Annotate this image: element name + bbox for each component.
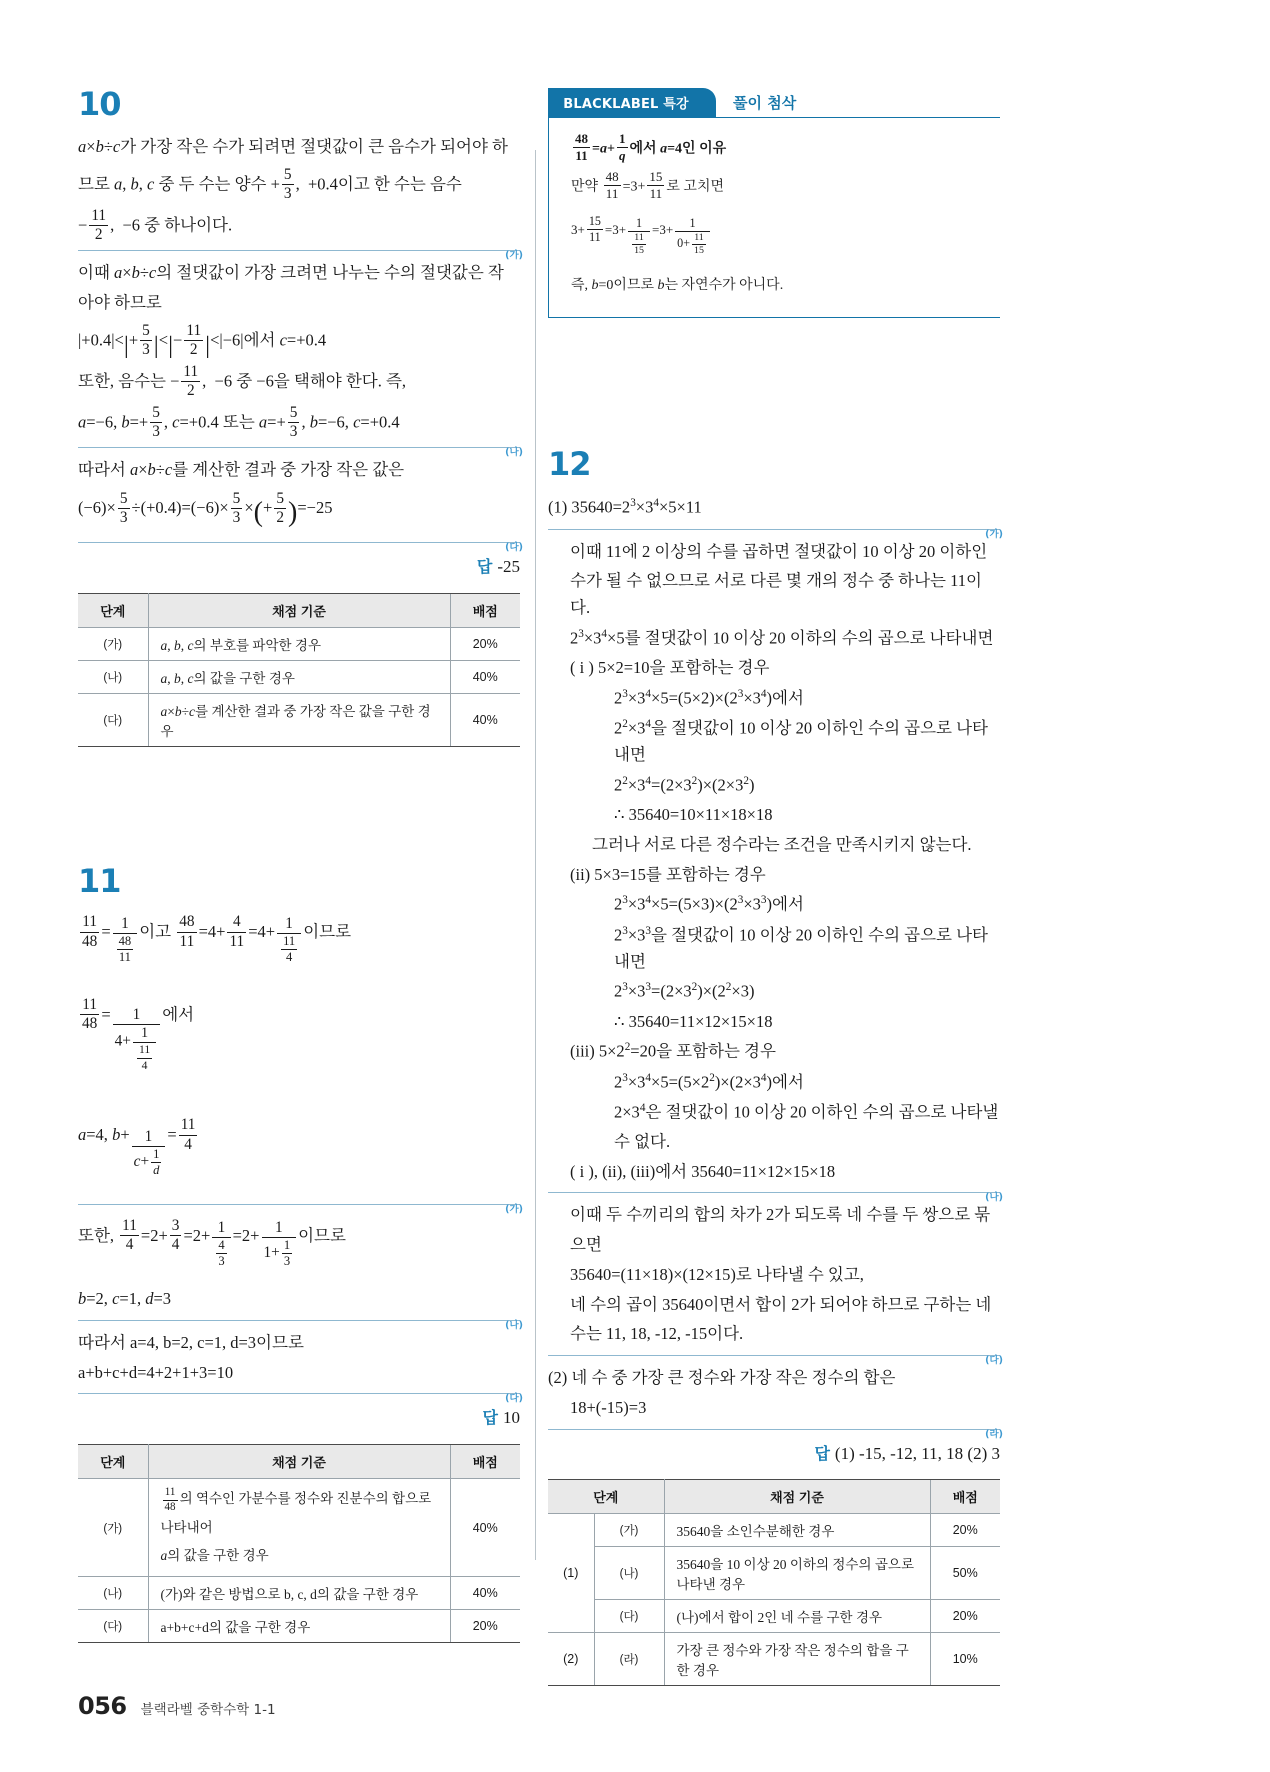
table-row: [78, 627, 520, 660]
p11-row2-criteria: (가)와 같은 방법으로 b, c, d의 값을 구한 경우: [148, 1577, 450, 1610]
p12-row2-points: 50%: [930, 1547, 1000, 1600]
p11-line-2: $\frac{11}{48}$ = 1 4+ $\frac{1}{\frac{11}{4}}$ 에서: [82, 996, 195, 1072]
problem-11-number: 11: [78, 861, 121, 900]
p10-tag-ga: (가): [505, 250, 523, 262]
p10-answer-value: -25: [497, 557, 520, 577]
p12-case1-l5: 그러나 서로 다른 정수라는 조건을 만족시키지 않는다.: [592, 834, 972, 854]
problem-12: [548, 445, 1003, 1686]
p10-table-header-row: [78, 593, 520, 627]
p12-th-points: 배점: [930, 1480, 1000, 1514]
p12-row4-stage: (라): [594, 1633, 664, 1686]
p10-tag-na: (나): [505, 447, 523, 459]
p11-answer-value: 10: [503, 1408, 520, 1428]
p10-line-10: (−6)× $\frac{5}{3}$ ÷(+0.4)=(−6)× $\frac{5}{3}$ ×(+ $\frac{5}{2}$ )=−25: [78, 489, 333, 528]
p10-line-3: − $\frac{11}{2}$ , −6 중 하나이다.: [78, 206, 233, 244]
p12-step-rule-da: [548, 1355, 1003, 1367]
p10-th-stage: 단계: [78, 593, 148, 627]
p10-step-rule-na: [78, 447, 523, 459]
p12-row4-criteria: 가장 큰 정수와 가장 작은 정수의 합을 구한 경우: [664, 1633, 930, 1686]
p10-row1-criteria: a, b, c의 부호를 파악한 경우: [148, 627, 450, 660]
problem-11-solution: [78, 911, 523, 1432]
p10-line-7: 또한, 음수는 − $\frac{11}{2}$ , −6 중 −6을 택해야 한다. 즉,: [78, 362, 407, 399]
p12-step-rule-ra: [548, 1428, 1003, 1440]
p11-line-1: $\frac{11}{48}$ = $\frac{1}{\frac{48}{11}}$ 이고 $\frac{48}{11}$ =4+ $\frac{4}{11}$ =4+ $\frac{1}{\frac{11}{4}}$ 이므로: [82, 913, 352, 965]
p12-concl-5: 네 수의 곱이 35640이면서 합이 2가 되어야 하므로 구하는 네: [570, 1294, 992, 1314]
p12-answer: [548, 1440, 1000, 1468]
p11-line-5: b=2, c=1, d=3: [78, 1289, 172, 1309]
p12-grp-2: (2): [548, 1633, 594, 1686]
p12-scoring-table: [548, 1479, 1000, 1686]
p12-row3-criteria: (나)에서 합이 2인 네 수를 구한 경우: [664, 1600, 930, 1633]
p11-table-header-row: [78, 1444, 520, 1478]
p10-line-4: 이때 a×b÷c의 절댓값이 가장 크려면 나누는 수의 절댓값은 작: [78, 263, 504, 283]
p12-case2-l4: ∴ 35640=11×12×15×18: [614, 1011, 773, 1031]
p11-row2-points: 40%: [450, 1577, 520, 1610]
p11-step-rule-da: [78, 1393, 523, 1405]
p12-part2-eq: 18+(-15)=3: [570, 1397, 647, 1417]
p10-answer: [78, 553, 520, 581]
page-number: 056: [78, 1692, 127, 1720]
p12-tag-da: (다): [985, 1355, 1003, 1367]
p12-case2-l2: $2^3\times 3^3$을 절댓값이 10 이상 20 이하인 수의 곱으로 나타내면: [614, 924, 988, 971]
blacklabel-line-1: 만약 $\frac{48}{11}$ =3+ $\frac{15}{11}$ 로 고치면: [571, 168, 724, 201]
p11-row3-stage: (다): [78, 1610, 148, 1643]
p12-grp-1: (1): [548, 1514, 594, 1633]
left-column: [78, 85, 523, 1643]
p10-row2-stage: (나): [78, 660, 148, 693]
p10-step-rule-ga: [78, 250, 523, 262]
p11-row1-stage: (가): [78, 1478, 148, 1576]
p10-step-rule-da: [78, 542, 523, 554]
p11-line-4: 또한, $\frac{11}{4}$ =2+ $\frac{3}{4}$ =2+ $\frac{1}{\frac{4}{3}}$ =2+ 1 1+ $\frac{1}{3}$ 이므로: [78, 1217, 346, 1269]
p10-line-2: 므로 a, b, c 중 두 수는 양수 + $\frac{5}{3}$ , +0.4이고 한 수는 음수: [78, 165, 462, 202]
p12-concl-2: 이때 두 수끼리의 합의 차가 2가 되도록 네 수를 두 쌍으로 묶: [570, 1205, 991, 1225]
p11-row2-stage: (나): [78, 1577, 148, 1610]
blacklabel-line-2: 3+ $\frac{15}{11}$ =3+ $\frac{1}{\frac{11}{15}}$ =3+ 1 0+ $\frac{11}{15}$: [571, 210, 990, 257]
problem-11: [78, 861, 523, 1643]
p11-row1-criteria: $\frac{11}{48}$ 의 역수인 가분수를 정수와 진분수의 합으로 나타내어 a의 값을 구한 경우: [148, 1478, 450, 1576]
p12-case2-head: (ii) 5×3=15를 포함하는 경우: [570, 864, 766, 884]
p12-case3-l2: $2\times 3^4$은 절댓값이 10 이상 20 이하인 수의 곱으로 나타낼: [614, 1101, 999, 1122]
p10-line-9: 따라서 a×b÷c를 계산한 결과 중 가장 작은 값은: [78, 460, 405, 480]
p12-table-header-row: [548, 1480, 1000, 1514]
p11-row1-points: 40%: [450, 1478, 520, 1576]
p12-line-3: 수가 될 수 없으므로 서로 다른 몇 개의 정수 중 하나는 11이다.: [570, 571, 982, 618]
p12-row1-stage: (가): [594, 1514, 664, 1547]
problem-10: [78, 85, 523, 747]
p12-th-stage: 단계: [548, 1480, 664, 1514]
p12-case3-head: (iii) $5\times 2^2=20$을 포함하는 경우: [570, 1041, 776, 1061]
p12-row3-stage: (다): [594, 1600, 664, 1633]
p12-row1-criteria: 35640을 소인수분해한 경우: [664, 1514, 930, 1547]
p11-line-3: a=4, b+ 1 c+ $\frac{1}{d}$ = $\frac{11}{4}$: [78, 1116, 196, 1178]
p10-line-1: a×b÷c가 가장 작은 수가 되려면 절댓값이 큰 음수가 되어야 하: [78, 137, 508, 156]
p11-step-rule-na: [78, 1319, 523, 1331]
p11-answer-label: 답: [482, 1408, 498, 1428]
p10-scoring-table: [78, 593, 520, 747]
p12-part2-line: (2) 네 수 중 가장 큰 정수와 가장 작은 정수의 합은: [548, 1368, 896, 1388]
p10-line-6: |+0.4|<|+ $\frac{5}{3}$ |<|− $\frac{11}{2}$ |<|−6|에서 c=+0.4: [78, 321, 327, 359]
p12-case1-l1: $2^3\times 3^4\times 5=(5\times 2)\times(2^3\times 3^4)$에서: [614, 687, 804, 708]
p12-line-1: (1) $35640=2^3\times 3^4\times 5\times 11$: [548, 497, 702, 517]
problem-12-solution: [548, 494, 1003, 1467]
p12-row2-criteria: 35640을 10 이상 20 이하의 정수의 곱으로 나타낸 경우: [664, 1547, 930, 1600]
p12-answer-value: (1) -15, -12, 11, 18 (2) 3: [834, 1443, 1000, 1463]
blacklabel-title: 풀이 첨삭: [733, 94, 797, 112]
p12-row1-points: 20%: [930, 1514, 1000, 1547]
table-row: [548, 1633, 1000, 1686]
p12-case2-l3: $2^3\times 3^3=(2\times 3^2)\times(2^2\times 3)$: [614, 981, 755, 1001]
p12-concl-4: 35640=(11×18)×(12×15)로 나타낼 수 있고,: [570, 1264, 864, 1284]
p11-tag-da: (다): [505, 1393, 523, 1405]
table-row: [78, 1610, 520, 1643]
page-footer: [78, 1692, 276, 1720]
p10-row3-stage: (다): [78, 693, 148, 746]
p10-line-5: 아야 하므로: [78, 292, 162, 312]
footer-book-title: 블랙라벨 중학수학 1-1: [140, 1702, 276, 1718]
table-row: [548, 1600, 1000, 1633]
p12-case1-l4: ∴ 35640=10×11×18×18: [614, 805, 773, 825]
blacklabel-body: [548, 118, 1000, 317]
blacklabel-tab-label: BLACKLABEL 특강: [548, 88, 716, 117]
p10-row1-points: 20%: [450, 627, 520, 660]
p12-case1-head: ( i ) 5×2=10을 포함하는 경우: [570, 658, 770, 678]
p11-th-criteria: 채점 기준: [148, 1444, 450, 1478]
table-row: [548, 1547, 1000, 1600]
p10-th-criteria: 채점 기준: [148, 593, 450, 627]
p12-tag-ga: (가): [985, 528, 1003, 540]
p10-answer-label: 답: [476, 557, 493, 577]
problem-10-number: 10: [78, 85, 121, 123]
p12-th-criteria: 채점 기준: [664, 1480, 930, 1514]
problem-10-solution: [78, 134, 523, 581]
p10-tag-da: (다): [505, 542, 523, 554]
p12-concl-1: ( i ), (ii), (iii)에서 35640=11×12×15×18: [570, 1161, 836, 1181]
p10-row3-criteria: a×b÷c를 계산한 결과 중 가장 작은 값을 구한 경우: [148, 693, 450, 746]
p11-scoring-table: [78, 1444, 520, 1643]
p11-th-stage: 단계: [78, 1444, 148, 1478]
p11-row3-criteria: a+b+c+d의 값을 구한 경우: [148, 1610, 450, 1643]
p11-line-7: a+b+c+d=4+2+1+3=10: [78, 1362, 234, 1382]
p12-case3-l1: $2^3\times 3^4\times 5=(5\times 2^2)\times(2\times 3^4)$에서: [614, 1071, 804, 1092]
p12-case3-l3: 수 없다.: [614, 1132, 671, 1152]
p12-tag-ra: (라): [985, 1428, 1003, 1440]
p11-th-points: 배점: [450, 1444, 520, 1478]
right-column: [548, 88, 1003, 1686]
p11-step-rule-ga: [78, 1203, 523, 1215]
table-row: [78, 693, 520, 746]
p10-row1-stage: (가): [78, 627, 148, 660]
p10-row2-criteria: a, b, c의 값을 구한 경우: [148, 660, 450, 693]
p12-row4-points: 10%: [930, 1633, 1000, 1686]
p12-step-rule-ga: [548, 528, 1003, 540]
p12-line-2: 이때 11에 2 이상의 수를 곱하면 절댓값이 10 이상 20 이하인: [570, 541, 988, 561]
p12-row3-points: 20%: [930, 1600, 1000, 1633]
p12-row2-stage: (나): [594, 1547, 664, 1600]
table-row: [78, 1577, 520, 1610]
column-divider: [535, 150, 536, 1560]
p12-concl-3: 으면: [570, 1235, 602, 1255]
table-row: [78, 660, 520, 693]
blacklabel-special-box: [548, 88, 1000, 318]
blacklabel-bottom-rule: [548, 317, 1000, 318]
table-row: [78, 1478, 520, 1576]
p12-case1-l3: $2^2\times 3^4=(2\times 3^2)\times(2\times 3^2)$: [614, 774, 755, 795]
p12-step-rule-na: [548, 1192, 1003, 1204]
p12-case1-l2: $2^2\times 3^4$을 절댓값이 10 이상 20 이하인 수의 곱으로 나타내면: [614, 717, 988, 765]
p11-answer: [78, 1404, 520, 1432]
p11-line-6: 따라서 a=4, b=2, c=1, d=3이므로: [78, 1332, 304, 1352]
problem-12-number: 12: [548, 445, 591, 484]
p10-row2-points: 40%: [450, 660, 520, 693]
p12-line-4: $2^3\times 3^4\times 5$를 절댓값이 10 이상 20 이하의 수의 곱으로 나타내면: [570, 627, 994, 648]
blacklabel-line-3: 즉, b=0이므로 b는 자연수가 아니다.: [571, 277, 784, 293]
table-row: [548, 1514, 1000, 1547]
p12-tag-na: (나): [985, 1192, 1003, 1204]
p10-row3-points: 40%: [450, 693, 520, 746]
blacklabel-heading: $\frac{48}{11}$ =a+ $\frac{1}{q}$ 에서 a=4인 이유: [575, 131, 727, 163]
p12-answer-label: 답: [814, 1443, 830, 1463]
p11-row3-points: 20%: [450, 1610, 520, 1643]
p11-tag-na: (나): [505, 1319, 523, 1331]
p12-concl-6: 수는 11, 18, -12, -15이다.: [570, 1324, 744, 1344]
p11-tag-ga: (가): [505, 1203, 523, 1215]
blacklabel-header: [548, 88, 1000, 117]
p10-th-points: 배점: [450, 593, 520, 627]
p10-line-8: a=−6, b=+ $\frac{5}{3}$ , c=+0.4 또는 a=+ $\frac{5}{3}$ , b=−6, c=+0.4: [78, 404, 400, 441]
p12-case2-l1: $2^3\times 3^4\times 5=(5\times 3)\times(2^3\times 3^3)$에서: [614, 894, 804, 914]
